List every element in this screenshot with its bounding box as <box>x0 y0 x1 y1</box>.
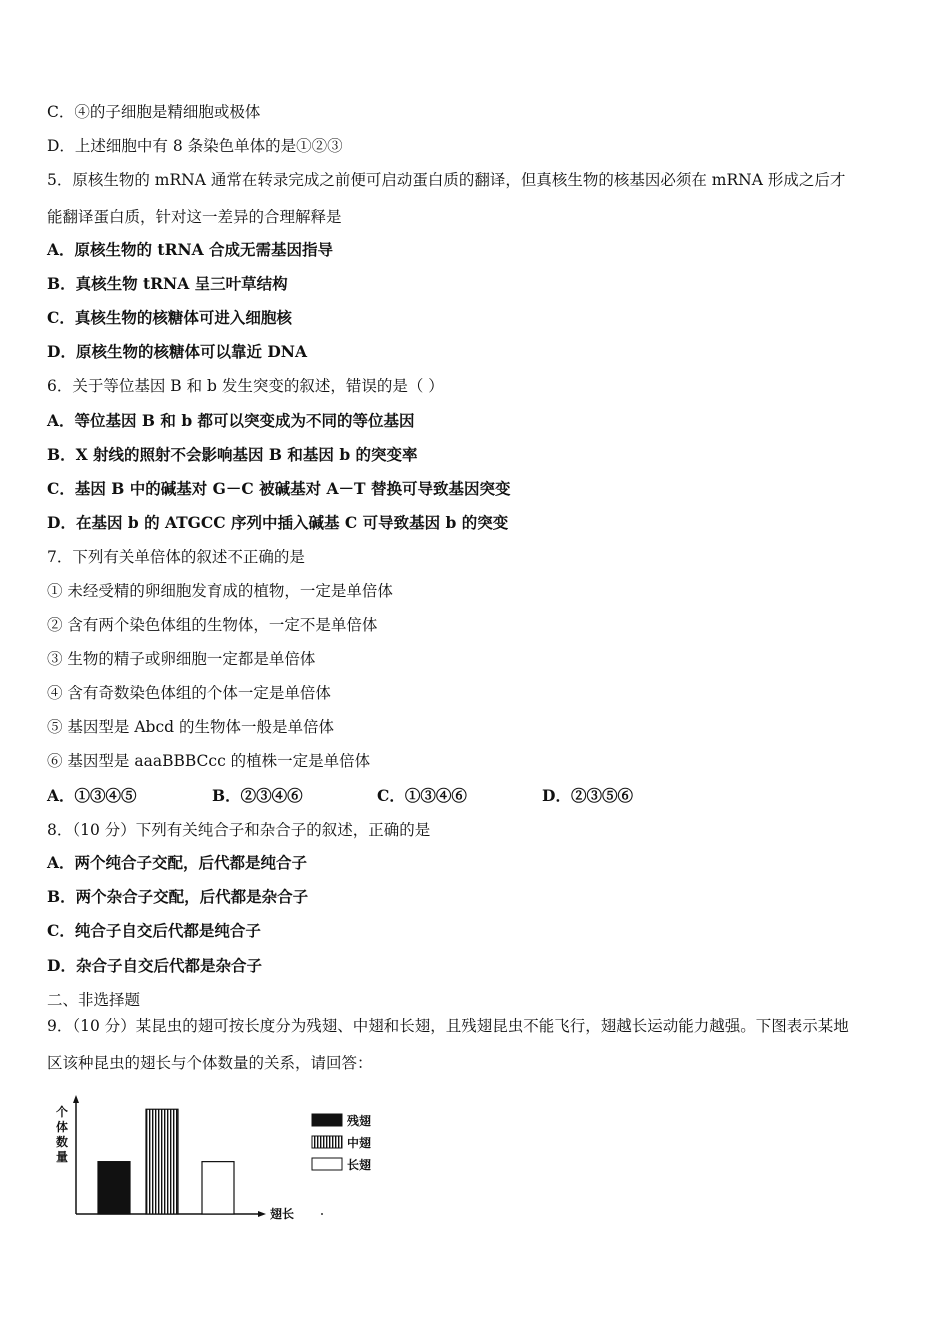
y-axis-arrow <box>73 1095 79 1103</box>
q6-option-b: B．X 射线的照射不会影响基因 B 和基因 b 的突变率 <box>47 445 418 464</box>
q6-option-a: A．等位基因 B 和 b 都可以突变成为不同的等位基因 <box>47 411 415 430</box>
q8-option-d: D．杂合子自交后代都是杂合子 <box>47 956 262 975</box>
q6-option-d: D．在基因 b 的 ATGCC 序列中插入碱基 C 可导致基因 b 的突变 <box>47 513 509 532</box>
q7-option-a: A．①③④⑤ <box>47 786 137 805</box>
stray-dot <box>321 1213 323 1215</box>
bar-2 <box>146 1109 178 1214</box>
y-axis-label-char: 个 <box>56 1105 69 1119</box>
q8-stem: 8．（10 分）下列有关纯合子和杂合子的叙述，正确的是 <box>47 821 431 839</box>
q7-statement-1: ① 未经受精的卵细胞发育成的植物，一定是单倍体 <box>47 582 393 600</box>
q8-option-c: C．纯合子自交后代都是纯合子 <box>47 921 261 940</box>
q4-option-d: D．上述细胞中有 8 条染色单体的是①②③ <box>47 137 343 155</box>
q7-statement-6: ⑥ 基因型是 aaaBBBCcc 的植株一定是单倍体 <box>47 752 371 770</box>
q4-option-c: C．④的子细胞是精细胞或极体 <box>47 103 261 121</box>
legend-label: 残翅 <box>347 1114 372 1128</box>
legend-label: 中翅 <box>347 1136 372 1150</box>
q7-option-b: B．②③④⑥ <box>212 786 303 805</box>
q5-option-b: B．真核生物 tRNA 呈三叶草结构 <box>47 274 288 293</box>
q9-stem-line1: 9．（10 分）某昆虫的翅可按长度分为残翅、中翅和长翅，且残翅昆虫不能飞行，翅越长运动能力越强。下图表示某地 <box>47 1017 849 1035</box>
q7-option-d: D．②③⑤⑥ <box>542 786 633 805</box>
q8-option-a: A．两个纯合子交配，后代都是纯合子 <box>47 853 308 872</box>
q5-stem-line1: 5．原核生物的 mRNA 通常在转录完成之前便可启动蛋白质的翻译，但真核生物的核基因必须在 mRNA 形成之后才 <box>47 171 846 189</box>
section-heading: 二、非选择题 <box>47 991 141 1009</box>
y-axis-label-char: 数 <box>56 1135 69 1149</box>
q8-option-b: B．两个杂合子交配，后代都是杂合子 <box>47 887 309 906</box>
q7-statement-5: ⑤ 基因型是 Abcd 的生物体一般是单倍体 <box>47 718 335 736</box>
legend-swatch <box>312 1114 342 1126</box>
q6-stem: 6．关于等位基因 B 和 b 发生突变的叙述，错误的是（ ） <box>47 377 444 395</box>
legend-swatch <box>312 1136 342 1148</box>
y-axis-label-char: 体 <box>56 1120 69 1134</box>
y-axis-label <box>56 1104 68 1164</box>
x-axis-arrow <box>258 1211 266 1217</box>
q7-statement-3: ③ 生物的精子或卵细胞一定都是单倍体 <box>47 650 316 668</box>
q6-option-c: C．基因 B 中的碱基对 G－C 被碱基对 A－T 替换可导致基因突变 <box>47 479 511 498</box>
wing-length-chart <box>50 1090 390 1230</box>
y-axis-label-char: 量 <box>56 1150 69 1164</box>
q7-statement-4: ④ 含有奇数染色体组的个体一定是单倍体 <box>47 684 331 702</box>
q7-stem: 7．下列有关单倍体的叙述不正确的是 <box>47 548 305 566</box>
q5-option-d: D．原核生物的核糖体可以靠近 DNA <box>47 342 307 361</box>
q5-option-a: A．原核生物的 tRNA 合成无需基因指导 <box>47 240 334 259</box>
legend-swatch <box>312 1158 342 1170</box>
x-axis-label: 翅长 <box>270 1207 295 1221</box>
q7-option-c: C．①③④⑥ <box>377 786 467 805</box>
bar-1 <box>98 1162 130 1214</box>
legend-label: 长翅 <box>347 1158 372 1172</box>
q5-option-c: C．真核生物的核糖体可进入细胞核 <box>47 308 292 327</box>
q5-stem-line2: 能翻译蛋白质，针对这一差异的合理解释是 <box>47 208 342 226</box>
q9-stem-line2: 区该种昆虫的翅长与个体数量的关系，请回答： <box>47 1054 373 1072</box>
bar-3 <box>202 1162 234 1214</box>
q7-statement-2: ② 含有两个染色体组的生物体，一定不是单倍体 <box>47 616 378 634</box>
